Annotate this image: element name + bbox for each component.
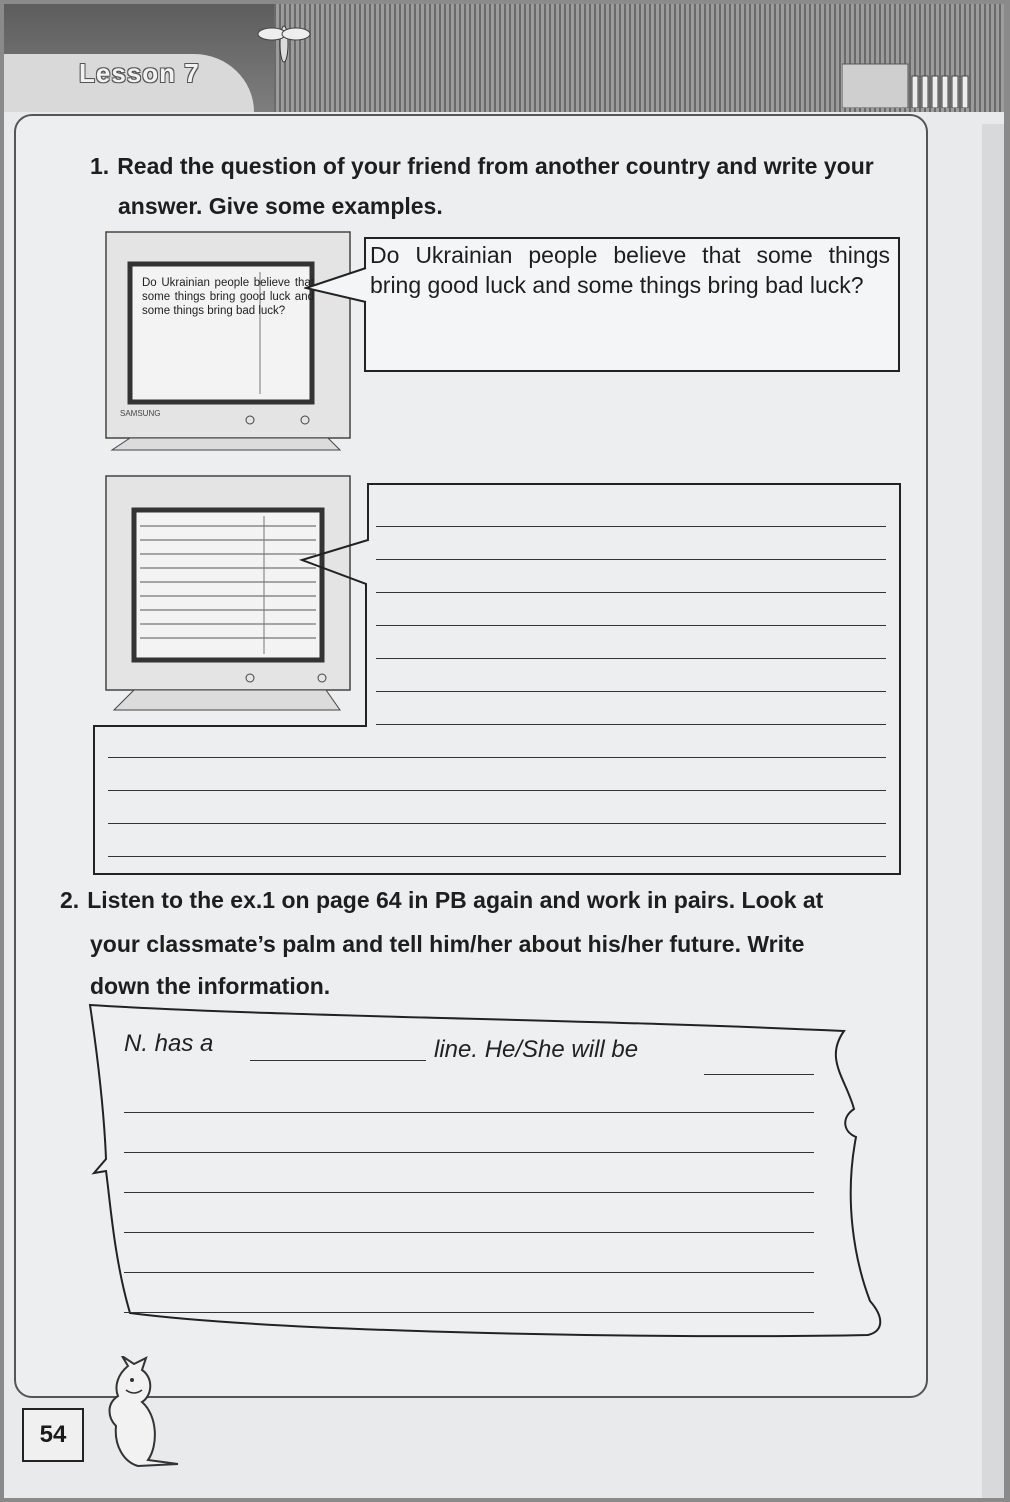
answer-line[interactable] (108, 823, 886, 824)
lesson-label: Lesson 7 (79, 58, 200, 88)
writing-line[interactable] (124, 1152, 814, 1153)
palm-line-blank[interactable] (250, 1060, 426, 1061)
answer-line[interactable] (108, 790, 886, 791)
answer-line[interactable] (376, 691, 886, 692)
answer-line[interactable] (376, 625, 886, 626)
dragonfly-icon (254, 14, 314, 74)
writing-line[interactable] (124, 1312, 814, 1313)
page-edge-shadow (982, 124, 1004, 1498)
task2-title (60, 880, 823, 920)
monitor-brand: SAMSUNG (120, 409, 161, 418)
task1-number: 1. (90, 153, 110, 179)
task1-title-line2: answer. Give some examples. (118, 193, 443, 219)
computer-monitor-1 (100, 228, 362, 460)
fence-icon (842, 56, 982, 108)
workbook-page (4, 4, 1004, 1498)
task1-title-line1: Read the question of your friend from another country and write your (117, 153, 874, 179)
future-blank[interactable] (704, 1074, 814, 1075)
task1-title (90, 146, 874, 186)
answer-line[interactable] (376, 559, 886, 560)
answer-line[interactable] (376, 658, 886, 659)
friend-question: Do Ukrainian people believe that some things bring good luck and some things bring bad luck? (370, 242, 890, 298)
monitor-screen-text: Do Ukrainian people believe that some things bring good luck and some things bring bad luck? (142, 277, 314, 317)
answer-line[interactable] (108, 856, 886, 857)
prompt-end: line. He/She will be (434, 1036, 639, 1063)
writing-line[interactable] (124, 1272, 814, 1273)
task2-title-line3: down the information. (90, 973, 331, 999)
page-header (4, 4, 1004, 112)
kangaroo-icon (88, 1356, 188, 1468)
prompt-start: N. has a (124, 1030, 214, 1057)
bubble-pointer-1 (304, 266, 374, 306)
answer-line[interactable] (376, 724, 886, 725)
task2-number: 2. (60, 887, 80, 913)
task2-title-line1: Listen to the ex.1 on page 64 in PB again and work in pairs. Look at (87, 887, 824, 913)
writing-line[interactable] (124, 1232, 814, 1233)
page-number: 54 (22, 1408, 84, 1462)
answer-line[interactable] (376, 526, 886, 527)
writing-line[interactable] (124, 1112, 814, 1113)
answer-line[interactable] (376, 592, 886, 593)
task2-title-line2: your classmate’s palm and tell him/her about his/her future. Write (90, 931, 805, 957)
answer-line[interactable] (108, 757, 886, 758)
answer-frame (92, 474, 904, 876)
writing-line[interactable] (124, 1192, 814, 1193)
